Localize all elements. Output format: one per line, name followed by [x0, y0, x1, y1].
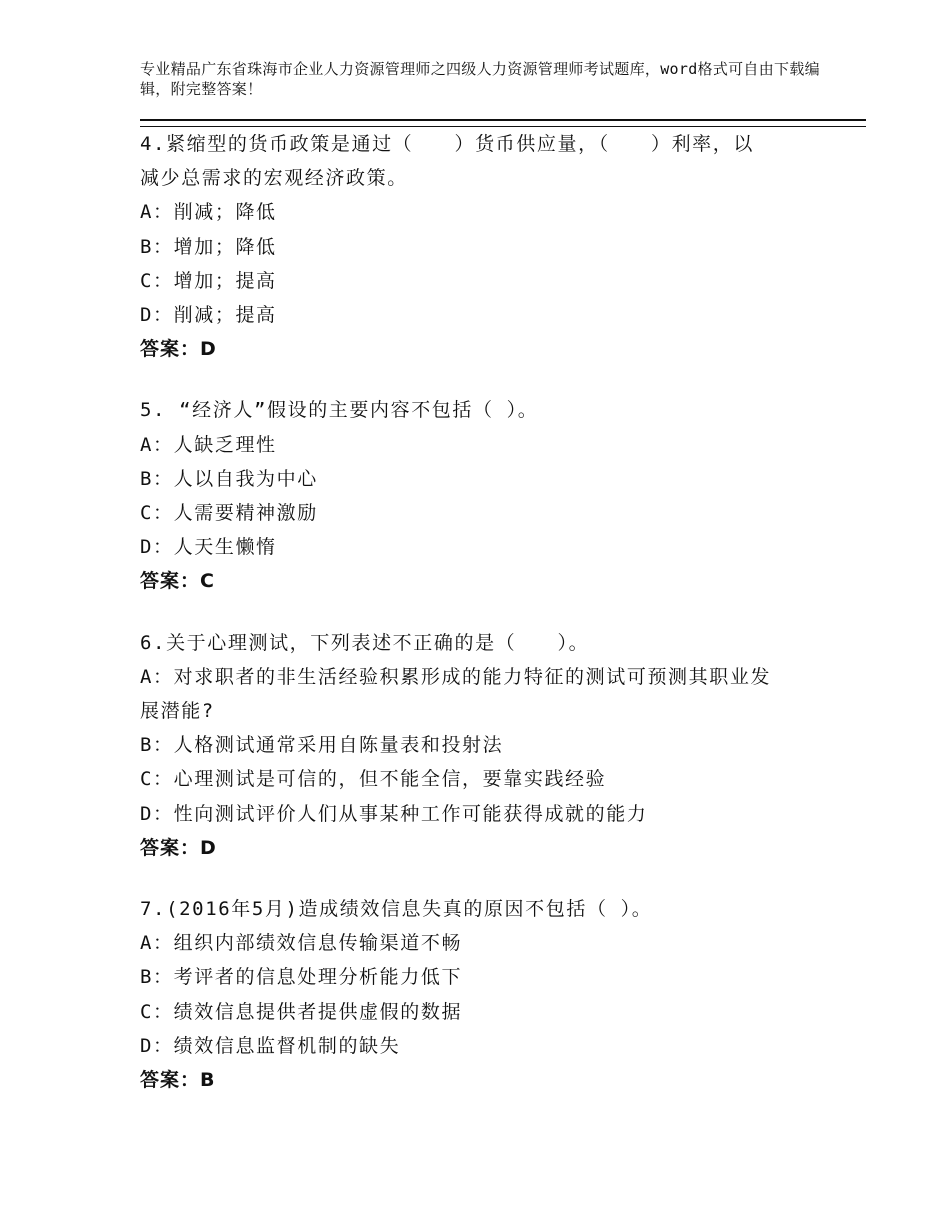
option-d: D：人天生懒惰 [140, 536, 277, 559]
header-divider [140, 119, 866, 127]
option-b: B：增加；降低 [140, 235, 277, 258]
option-a: A：对求职者的非生活经验积累形成的能力特征的测试可预测其职业发 [140, 665, 772, 688]
answer-label: 答案：B [140, 1069, 216, 1092]
question-4 [140, 127, 820, 366]
question-stem: 7.(2016年5月)造成绩效信息失真的原因不包括（ ）。 [140, 898, 653, 921]
document-header: 专业精品广东省珠海市企业人力资源管理师之四级人力资源管理师考试题库，word格式可自由下载编辑，附完整答案！ [140, 60, 820, 98]
option-b: B：人以自我为中心 [140, 467, 318, 490]
answer-label: 答案：D [140, 836, 217, 859]
option-c: C：增加；提高 [140, 269, 277, 292]
question-stem: 减少总需求的宏观经济政策。 [140, 167, 408, 190]
question-stem: 6.关于心理测试，下列表述不正确的是（ ）。 [140, 631, 590, 654]
option-b: B：人格测试通常采用自陈量表和投射法 [140, 734, 504, 757]
question-list [140, 127, 820, 1124]
question-5 [140, 393, 820, 598]
option-a: A：削减；降低 [140, 201, 277, 224]
option-d: D：性向测试评价人们从事某种工作可能获得成就的能力 [140, 802, 648, 825]
option-d: D：绩效信息监督机制的缺失 [140, 1034, 401, 1057]
question-stem: 5. “经济人”假设的主要内容不包括（ ）。 [140, 399, 539, 422]
option-a: A：人缺乏理性 [140, 433, 277, 456]
question-6 [140, 626, 820, 865]
option-d: D：削减；提高 [140, 304, 277, 327]
option-c: C：绩效信息提供者提供虚假的数据 [140, 1000, 463, 1023]
option-c: C：人需要精神激励 [140, 502, 318, 525]
answer-label: 答案：C [140, 570, 215, 593]
option-c: C：心理测试是可信的，但不能全信，要靠实践经验 [140, 768, 607, 791]
option-b: B：考评者的信息处理分析能力低下 [140, 966, 463, 989]
question-7 [140, 892, 820, 1097]
option-a: A：组织内部绩效信息传输渠道不畅 [140, 932, 463, 955]
question-stem: 4.紧缩型的货币政策是通过（ ）货币供应量，（ ）利率，以 [140, 133, 754, 155]
answer-label: 答案：D [140, 338, 217, 361]
option-a-continued: 展潜能? [140, 700, 215, 723]
